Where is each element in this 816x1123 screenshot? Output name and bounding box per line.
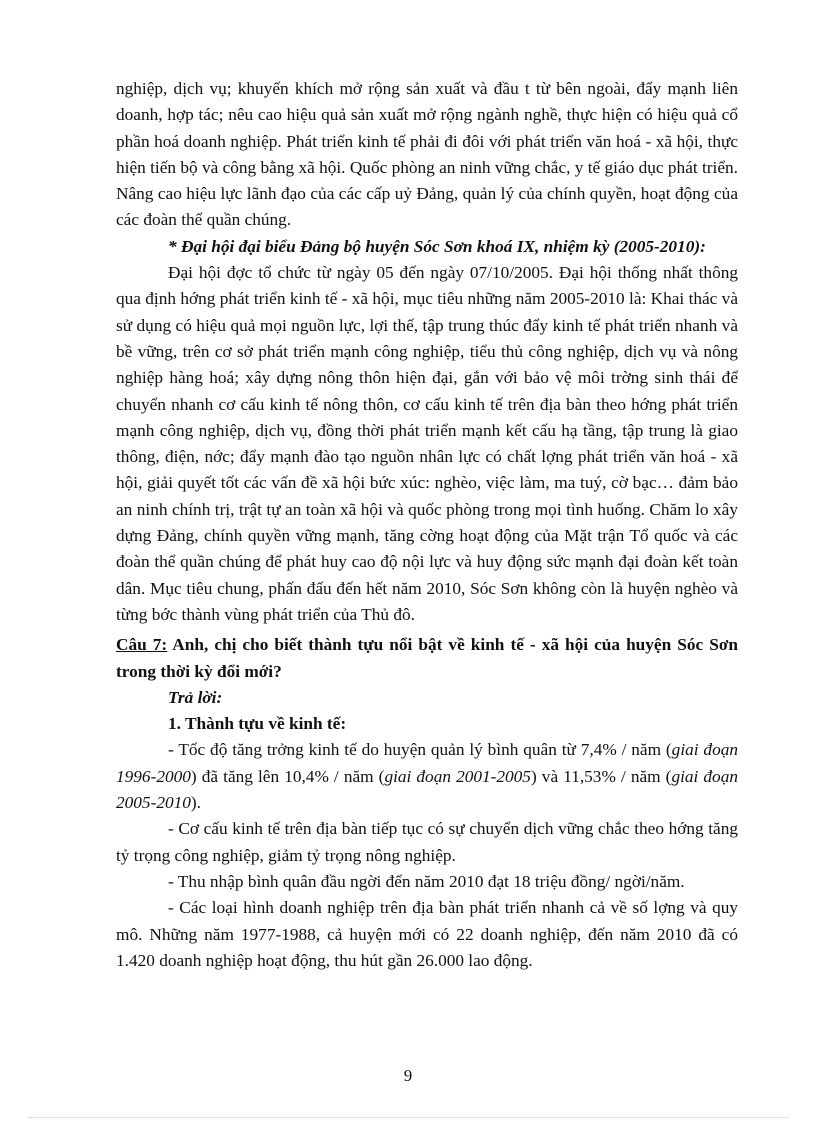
period-1996-2000: giai đoạn 1996-2000 bbox=[116, 740, 738, 786]
bullet-enterprises: - Các loại hình doanh nghiệp trên địa bàn phát triển nhanh cả về số lợng và quy mô. Những năm 1977-1988, cả huyện mới có 22 doanh nghiệp, đến năm 2010 đã có 1.420 doanh nghiệp hoạt động, thu hút gần 26.000 lao động. bbox=[116, 898, 738, 970]
bullet-growth bbox=[116, 737, 738, 816]
document-page bbox=[116, 76, 738, 974]
bullet-growth-text-3: ) và 11,53% / năm ( bbox=[530, 766, 672, 786]
bullet-growth-text-2: ) đã tăng lên 10,4% / năm ( bbox=[190, 766, 385, 786]
bullet-income: - Thu nhập bình quân đầu ngời đến năm 2010 đạt 18 triệu đồng/ ngời/năm. bbox=[168, 871, 685, 891]
congress-paragraph: Đại hội đợc tổ chức từ ngày 05 đến ngày 07/10/2005. Đại hội thống nhất thông qua định hớng phát triển kinh tế - xã hội, mục tiêu những năm 2005-2010 là: Khai thác và sử dụng có hiệu quả mọi nguồn lực, lợi thế, tập trung thúc đẩy kinh tế phát triển nhanh và bề vững, trên cơ sở phát triển mạnh công nghiệp, tiểu thủ công nghiệp, dịch vụ và nông nghiệp hàng hoá; xây dựng nông thôn hiện đại, gắn với bảo vệ môi trờng sinh thái để chuyển nhanh cơ cấu kinh tế nông thôn, cơ cấu kinh tế trên địa bàn theo hớng phát triển mạnh công nghiệp, dịch vụ, đồng thời phát triển mạnh kết cấu hạ tầng, tập trung là giao thông, điện, nớc; đẩy mạnh đào tạo nguồn nhân lực có chất lợng phát triển văn hoá - xã hội, giải quyết tốt các vấn đề xã hội bức xúc: nghèo, việc làm, ma tuý, cờ bạc… đảm bảo an ninh chính trị, trật tự an toàn xã hội và quốc phòng trong mọi tình huống. Chăm lo xây dựng Đảng, chính quyền vững mạnh, tăng cờng hoạt động của Mặt trận Tổ quốc và các đoàn thể quần chúng để phát huy cao độ nội lực và huy động sức mạnh đại đoàn kết toàn dân. Mục tiêu chung, phấn đấu đến hết năm 2010, Sóc Sơn không còn là huyện nghèo và từng bớc thành vùng phát triển của Thủ đô. bbox=[116, 263, 738, 624]
footer-divider bbox=[28, 1117, 788, 1118]
question-number: Câu 7: bbox=[116, 635, 168, 655]
answer-label: Trả lời: bbox=[168, 687, 223, 707]
question-7 bbox=[116, 632, 738, 685]
period-2001-2005: giai đoạn 2001-2005 bbox=[384, 766, 531, 786]
section-title: 1. Thành tựu về kinh tế: bbox=[168, 714, 347, 734]
question-text: Anh, chị cho biết thành tựu nổi bật về kinh tế - xã hội của huyện Sóc Sơn trong thời kỳ đổi mới? bbox=[116, 635, 739, 681]
bullet-growth-text-1: - Tốc độ tăng trởng kinh tế do huyện quản lý bình quân từ 7,4% / năm ( bbox=[168, 740, 672, 760]
bullet-structure: - Cơ cấu kinh tế trên địa bàn tiếp tục có sự chuyển dịch vững chắc theo hớng tăng tỷ trọng công nghiệp, giảm tỷ trọng nông nghiệp. bbox=[116, 819, 738, 865]
page-number: 9 bbox=[403, 1066, 413, 1085]
period-2005-2010: giai đoạn 2005-2010 bbox=[116, 766, 738, 813]
bullet-growth-text-4: ). bbox=[190, 793, 201, 813]
continued-paragraph: nghiệp, dịch vụ; khuyến khích mở rộng sản xuất và đầu t từ bên ngoài, đẩy mạnh liên doanh, hợp tác; nêu cao hiệu quả sản xuất mở rộng ngành nghề, thực hiện có hiệu quả cổ phần hoá doanh nghiệp. Phát triển kinh tế phải đi đôi với phát triển văn hoá - xã hội, thực hiện tiến bộ và công bằng xã hội. Quốc phòng an ninh vững chắc, y tế giáo dục phát triển. Nâng cao hiệu lực lãnh đạo của các cấp uỷ Đảng, quản lý của chính quyền, hoạt động của các đoàn thể quần chúng. bbox=[116, 79, 738, 230]
congress-heading: * Đại hội đại biểu Đảng bộ huyện Sóc Sơn khoá IX, nhiệm kỳ (2005-2010): bbox=[168, 236, 706, 256]
